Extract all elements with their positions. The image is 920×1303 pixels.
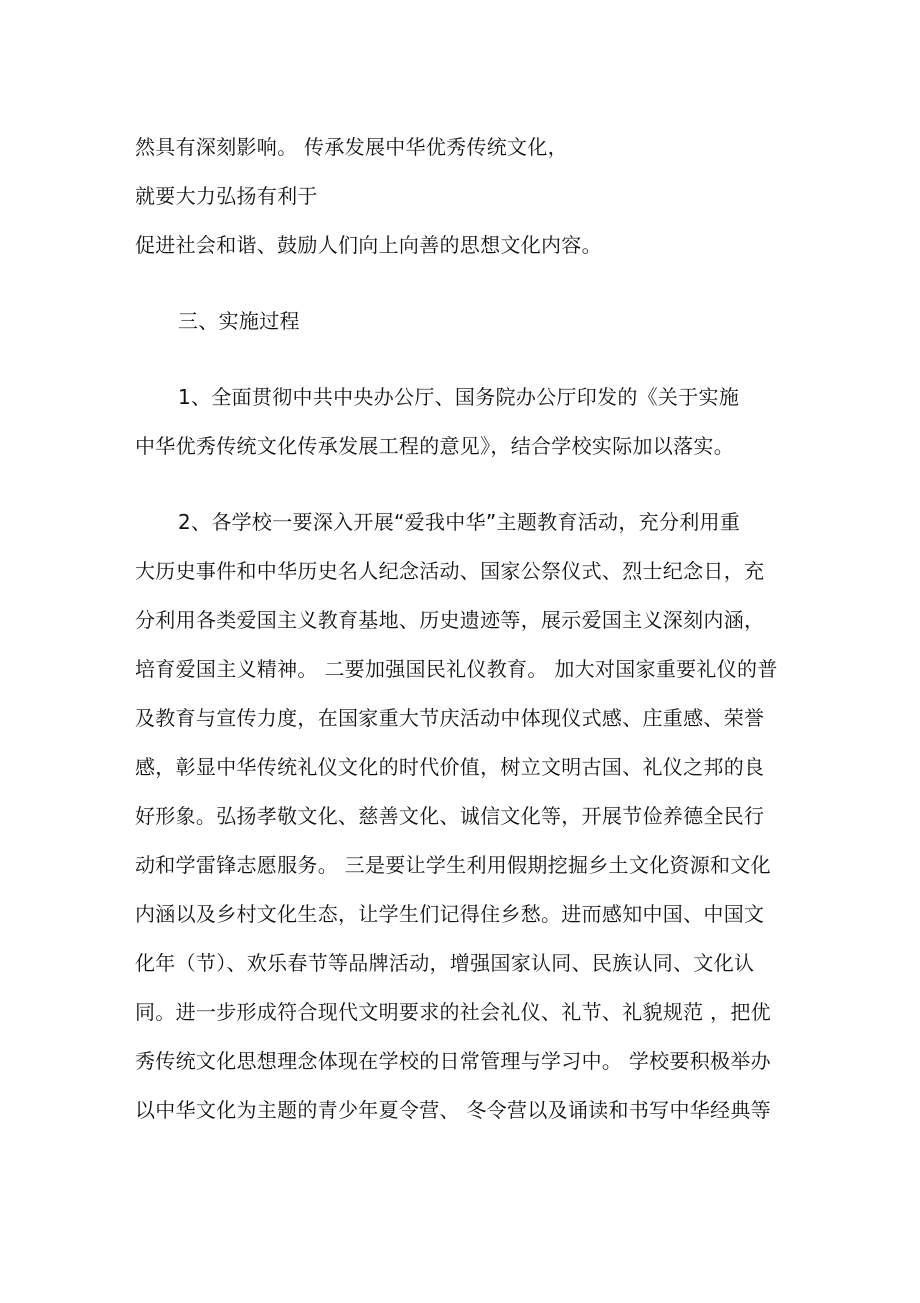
item2-line: 分利用各类爱国主义教育基地、历史遗迹等，展示爱国主义深刻内涵，	[135, 608, 765, 632]
item2-line: 感，彰显中华传统礼仪文化的时代价值，树立文明古国、礼仪之邦的良	[135, 755, 765, 779]
item2-line: 同。进一步形成符合现代文明要求的社会礼仪、礼节、礼貌规范 ，把优	[135, 1000, 771, 1024]
item2-line: 内涵以及乡村文化生态，让学生们记得住乡愁。进而感知中国、中国文	[135, 902, 765, 926]
item2-line: 秀传统文化思想理念体现在学校的日常管理与学习中。 学校要积极举办	[135, 1049, 771, 1073]
section-heading: 三、实施过程	[178, 309, 300, 333]
item1-line: 1、全面贯彻中共中央办公厅、国务院办公厅印发的《关于实施	[178, 385, 740, 409]
intro-line: 然具有深刻影响。 传承发展中华优秀传统文化，	[135, 135, 568, 159]
item2-line: 好形象。弘扬孝敬文化、慈善文化、诚信文化等，开展节俭养德全民行	[135, 804, 765, 828]
item2-line: 动和学雷锋志愿服务。 三是要让学生利用假期挖掘乡土文化资源和文化	[135, 853, 771, 877]
item2-line: 化年（节）、欢乐春节等品牌活动，增强国家认同、民族认同、文化认	[135, 951, 755, 975]
item2-line: 以中华文化为主题的青少年夏令营、 冬令营以及诵读和书写中华经典等	[135, 1098, 771, 1122]
intro-line: 就要大力弘扬有利于	[135, 184, 318, 208]
intro-line: 促进社会和谐、鼓励人们向上向善的思想文化内容。	[135, 233, 602, 257]
item2-line: 大历史事件和中华历史名人纪念活动、国家公祭仪式、烈士纪念日，充	[135, 559, 765, 583]
item2-line: 培育爱国主义精神。 二要加强国民礼仪教育。 加大对国家重要礼仪的普	[135, 657, 778, 681]
item2-line: 及教育与宣传力度，在国家重大节庆活动中体现仪式感、庄重感、荣誉	[135, 706, 765, 730]
item2-line: 2、各学校一要深入开展“爱我中华”主题教育活动，充分利用重	[178, 510, 741, 534]
item1-line: 中华优秀传统文化传承发展工程的意见》，结合学校实际加以落实。	[135, 434, 734, 458]
